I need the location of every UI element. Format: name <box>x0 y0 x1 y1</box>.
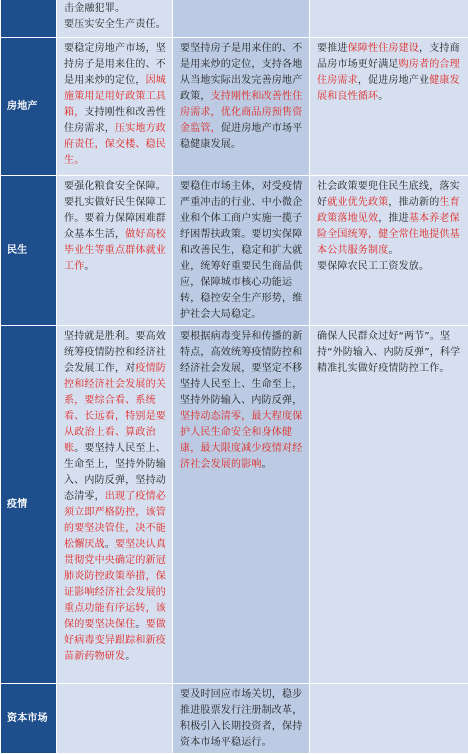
table-cell <box>57 176 173 326</box>
cell-paragraph <box>64 179 166 195</box>
cell-text: 。 <box>125 651 135 662</box>
highlighted-text: 疫情防控和经济社会发展的关系，要综合看、系统看、长远看，特别是要从政治上看、算政治账 <box>64 363 166 454</box>
cell-text: 坚持就是胜利。要高效统筹疫情防控和经济社会发展工作，对 <box>64 331 166 374</box>
cell-text: 要强化粮食安全保障。 <box>64 181 166 192</box>
cell-text: 社会政策要兜住民生底线，落实好 <box>317 181 460 208</box>
cell-text: ，支持商品房市场更好满足 <box>317 43 460 70</box>
cell-paragraph <box>317 329 462 377</box>
table-row <box>1 38 468 176</box>
cell-paragraph <box>180 179 303 323</box>
cell-text: ，推动新的 <box>388 197 439 208</box>
table-cell <box>57 684 173 754</box>
cell-paragraph <box>180 329 303 473</box>
cell-text: 。 <box>262 459 272 470</box>
highlighted-text: 保障性住房建设 <box>348 43 419 54</box>
table-cell <box>57 0 173 38</box>
cell-paragraph <box>64 195 166 275</box>
row-label <box>1 0 57 38</box>
table-row <box>1 176 468 326</box>
table-row <box>1 0 468 38</box>
cell-text: 。 <box>105 539 115 550</box>
highlighted-text: 做好高校毕业生等重点群体就业工作 <box>64 229 166 272</box>
table-cell <box>173 0 310 38</box>
cell-text: 。 <box>135 619 145 630</box>
cell-text: 要及时回应市场关切，稳步推进股票发行注册制改革，积极引入长期投资者，保持资本市场平稳运行。 <box>180 689 302 748</box>
cell-paragraph <box>64 17 166 33</box>
table-cell <box>173 176 310 326</box>
cell-paragraph <box>64 1 166 17</box>
row-label: 房地产 <box>1 38 57 176</box>
table-cell <box>57 326 173 684</box>
highlighted-text: 购房者的合理住房需求 <box>317 59 460 86</box>
cell-text: ，推进 <box>378 213 409 224</box>
cell-paragraph <box>317 259 462 275</box>
table-cell <box>310 0 468 38</box>
cell-text: 要压实安全生产责任。 <box>64 19 166 30</box>
cell-text: 支持刚性和改善性住房需求， <box>64 107 166 134</box>
cell-paragraph <box>64 41 166 169</box>
cell-text: 要坚持房子是用来住的、不是用来炒的定位，支持各地从当地实际出发完善房地产政策， <box>180 43 302 102</box>
cell-text: 。 <box>388 245 398 256</box>
table-cell <box>310 326 468 684</box>
highlighted-text: 基本养老保险全国统筹，健全常住地提供基本公共服务制度 <box>317 213 460 256</box>
table-row <box>1 326 468 684</box>
highlighted-text: 就业优先政策 <box>327 197 388 208</box>
cell-text: 要保障农民工工资发放。 <box>317 261 429 272</box>
cell-text: 要扎实做好民生保障工作。要着力保障困难群众基本生活， <box>64 197 166 240</box>
cell-text: 要稳住市场主体，对受疫情严重冲击的行业、中小微企业和个体工商户实施一揽子纾困帮扶政策。要切实保障和改善民生，稳定和扩大就业，统筹好重要民生商品供应，保障城市核心功能运转，稳控安全生产形势，维护社会大局稳定。 <box>180 181 302 320</box>
cell-paragraph <box>180 41 303 153</box>
highlighted-text: 压实地方政府责任，保交楼、稳民生。 <box>64 123 166 166</box>
table-cell <box>310 176 468 326</box>
table-cell <box>173 38 310 176</box>
highlighted-text: 要坚决认真贯彻党中央确定的新冠肺炎防控政策举措，保证影响经济社会发展的重点功能有序运转，该保的要坚决保住 <box>64 539 166 630</box>
cell-text: ，促进房地产业 <box>358 75 429 86</box>
table-cell <box>173 326 310 684</box>
cell-text: 。要坚持人民至上、生命至上，坚持外防输入、内防反弹，坚持动态清零， <box>64 443 166 502</box>
cell-text: 确保人民群众过好“两节”。坚持“外防输入、内防反弹”，科学精准扎实做好疫情防控工作。 <box>317 331 460 374</box>
highlighted-text: 出现了疫情必须立即严格防控，该管的要坚决管住，决不能松懈厌战 <box>64 491 166 550</box>
cell-text: 促进房地产市场平稳健康发展。 <box>180 123 302 150</box>
row-label: 资本市场 <box>1 684 57 754</box>
cell-text: 要推进 <box>317 43 348 54</box>
cell-paragraph <box>317 41 462 105</box>
highlighted-text: 生育政策落地见效 <box>317 197 460 224</box>
table-cell <box>310 38 468 176</box>
row-label: 民生 <box>1 176 57 326</box>
cell-text: 要稳定房地产市场，坚持房子是用来住的、不是用来炒的定位， <box>64 43 166 86</box>
highlighted-text: 要做好病毒变异跟踪和新疫苗新药物研发 <box>64 619 166 662</box>
cell-text: 。 <box>84 261 94 272</box>
cell-paragraph <box>64 329 166 665</box>
cell-paragraph <box>317 179 462 259</box>
cell-text: 要根据病毒变异和传播的新特点，高效统筹疫情防控和经济社会发展，要坚定不移坚持人民至上、生命至上，坚持外防输入、内防反弹， <box>180 331 302 406</box>
cell-text: 击金融犯罪。 <box>64 3 125 14</box>
table-row <box>1 684 468 754</box>
table-cell <box>57 38 173 176</box>
table-cell <box>310 684 468 754</box>
highlighted-text: 健康发展和良性循环 <box>317 75 460 102</box>
cell-paragraph <box>180 687 303 751</box>
row-label: 疫情 <box>1 326 57 684</box>
highlighted-text: 坚持动态清零，最大程度保护人民生命安全和身体健康，最大限度减少疫情对经济社会发展的影响 <box>180 411 302 470</box>
highlighted-text: 支持刚性和改善性住房需求，优化商品房预售资金监管， <box>180 91 302 134</box>
highlighted-text: 因城施策用足用好政策工具箱， <box>64 75 166 118</box>
cell-text: 。 <box>378 91 388 102</box>
table-cell <box>173 684 310 754</box>
